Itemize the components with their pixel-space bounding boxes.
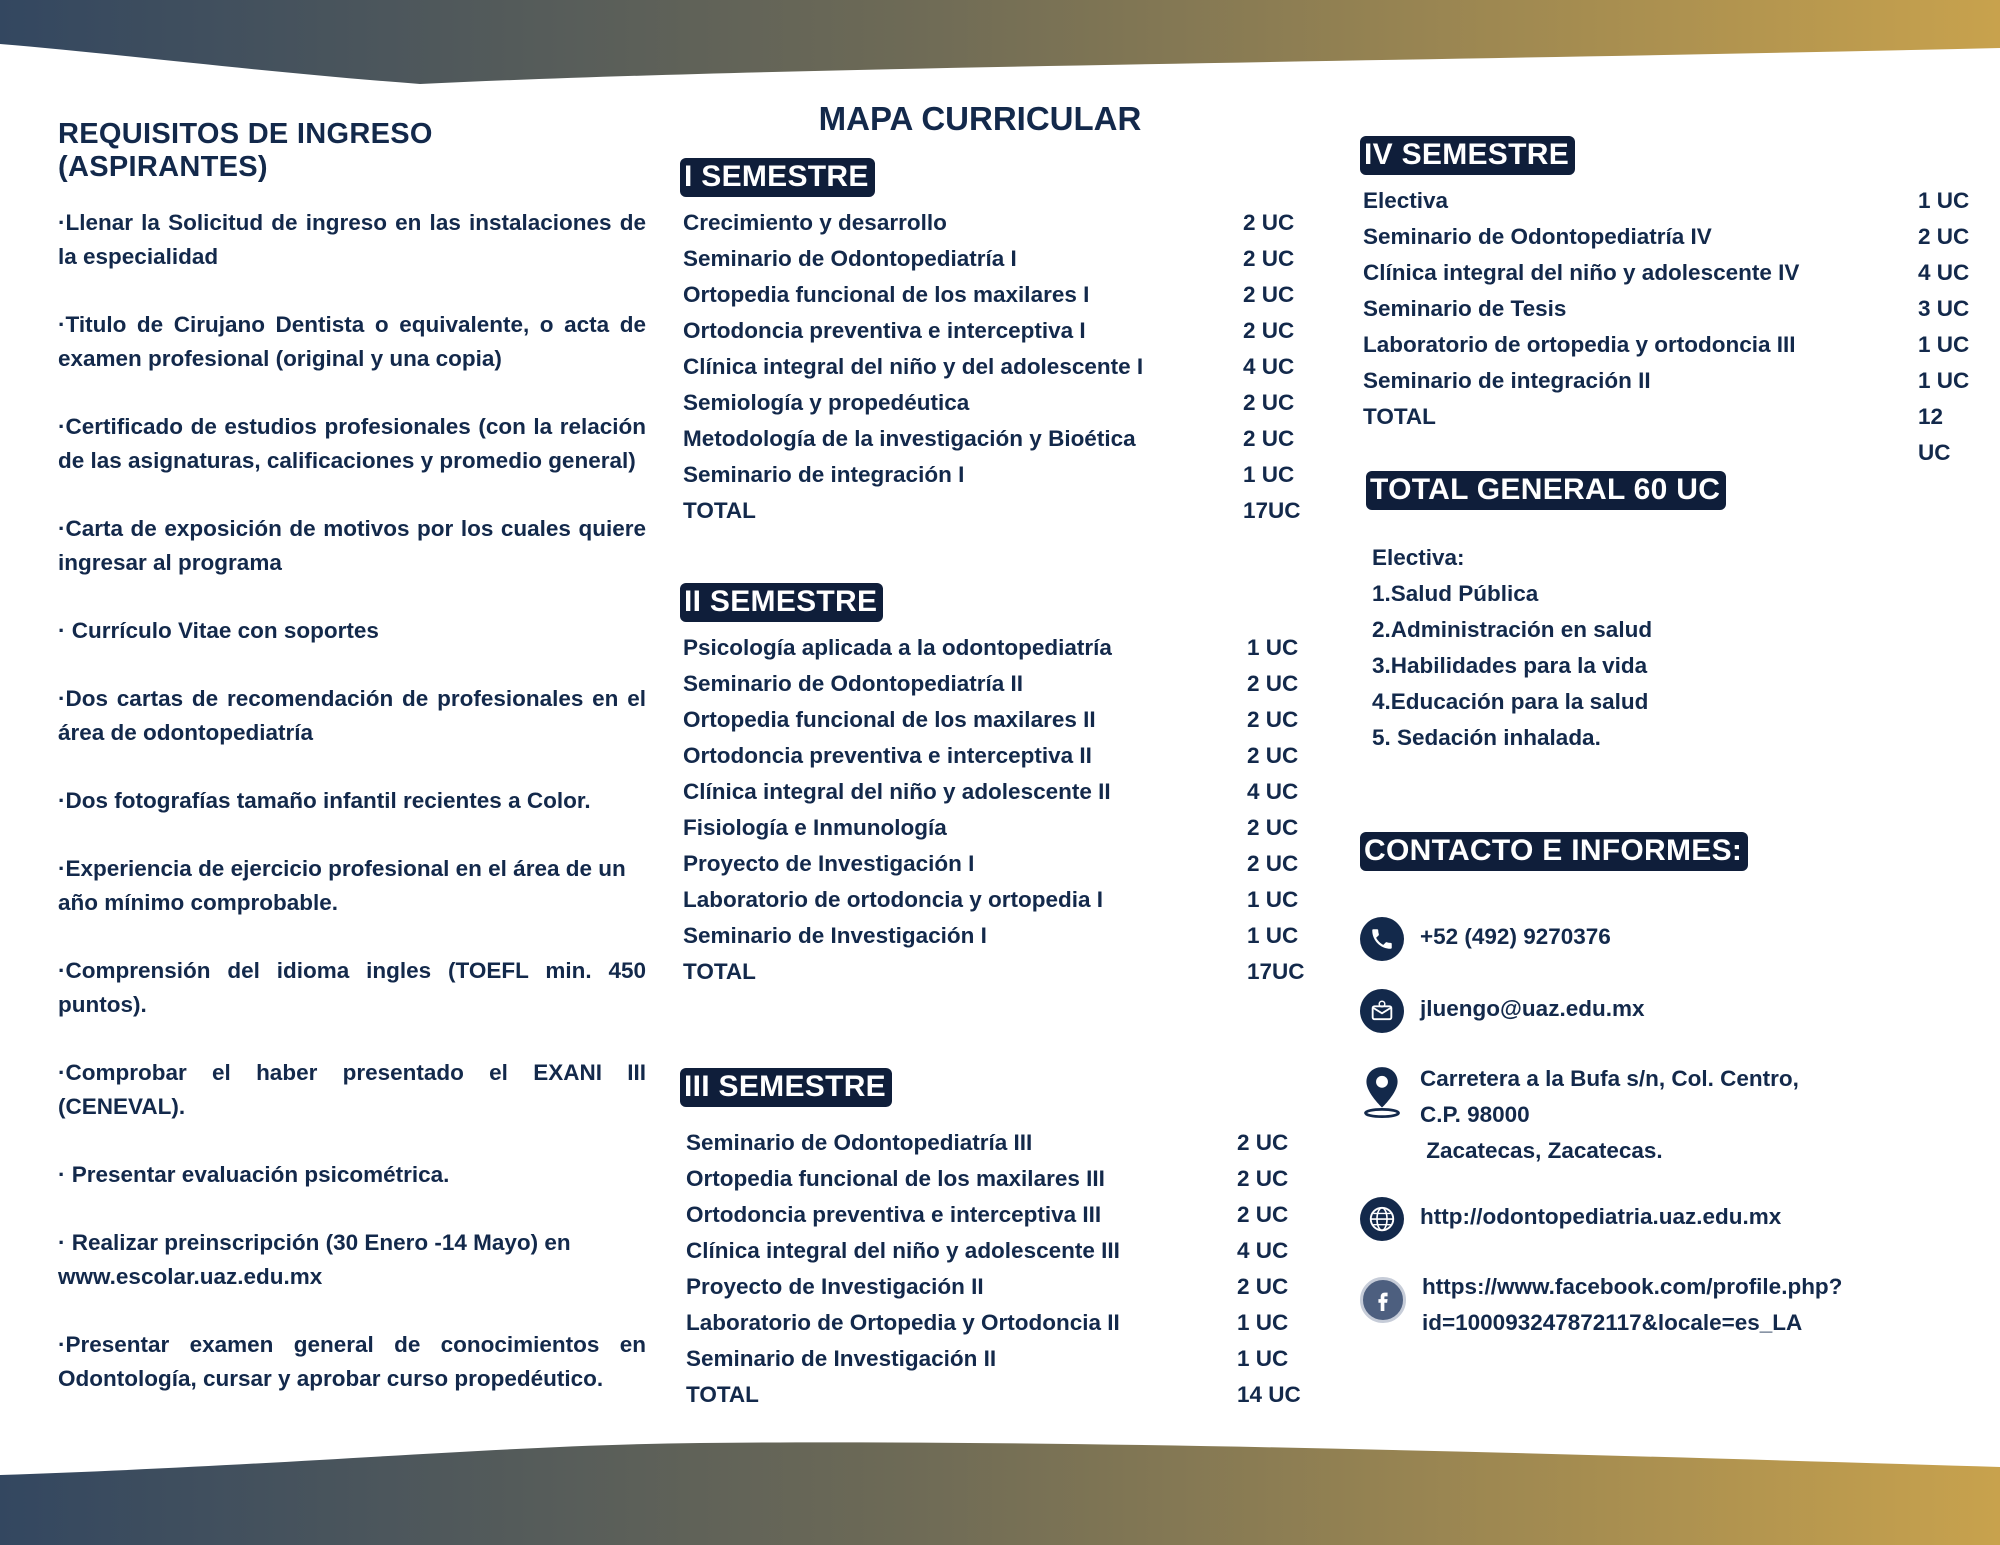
address-line-2: C.P. 98000 xyxy=(1420,1102,1530,1127)
globe-icon xyxy=(1360,1197,1404,1241)
subject-name: Seminario de integración II xyxy=(1363,368,1651,393)
mapa-curricular-column xyxy=(680,100,1305,1413)
subject-name: Seminario de Odontopediatría IV xyxy=(1363,224,1712,249)
subject-row xyxy=(683,277,1305,313)
subject-uc: 2 UC xyxy=(1247,743,1299,768)
semester-4-subjects xyxy=(1363,183,1980,465)
subject-uc: 2 UC xyxy=(1243,246,1295,271)
contact-phone[interactable] xyxy=(1360,919,1980,961)
requisito-item: · Presentar evaluación psicométrica. xyxy=(58,1162,450,1187)
subject-name: Ortopedia funcional de los maxilares III xyxy=(686,1166,1105,1191)
subject-uc: 4 UC xyxy=(1918,260,1970,285)
semester-1-label: I SEMESTRE xyxy=(680,158,875,197)
subject-name: Semiología y propedéutica xyxy=(683,390,970,415)
electiva-list xyxy=(1372,540,1980,756)
requisito-item: ·Presentar examen general de conocimientos en Odontología, cursar y aprobar curso propedéutico. xyxy=(58,1332,646,1391)
subject-name: Ortodoncia preventiva e interceptiva I xyxy=(683,318,1086,343)
subject-name: Laboratorio de ortodoncia y ortopedia I xyxy=(683,887,1104,912)
contact-list xyxy=(1360,919,1980,1341)
subject-name: Seminario de Odontopediatría I xyxy=(683,246,1017,271)
subject-row xyxy=(683,421,1305,457)
subject-name: Laboratorio de ortopedia y ortodoncia III xyxy=(1363,332,1796,357)
subject-row xyxy=(683,774,1305,810)
subject-name: Electiva xyxy=(1363,188,1449,213)
subject-row xyxy=(683,738,1305,774)
contact-email[interactable] xyxy=(1360,991,1980,1033)
subject-name: Clínica integral del niño y del adolescente I xyxy=(683,354,1144,379)
email-icon xyxy=(1360,989,1404,1033)
subject-row xyxy=(686,1269,1305,1305)
subject-uc: 14 UC xyxy=(1237,1382,1301,1407)
subject-row xyxy=(1363,291,1980,327)
subject-row xyxy=(1363,327,1980,363)
requisito-item: ·Experiencia de ejercicio profesional en el área de un año mínimo comprobable. xyxy=(58,856,626,915)
subject-row xyxy=(1363,183,1980,219)
subject-row xyxy=(683,313,1305,349)
subject-name: Clínica integral del niño y adolescente IV xyxy=(1363,260,1800,285)
subject-row xyxy=(683,349,1305,385)
subject-uc: 2 UC xyxy=(1243,210,1295,235)
subject-row xyxy=(683,810,1305,846)
subject-name: TOTAL xyxy=(686,1382,759,1407)
facebook-link xyxy=(1422,1269,1842,1341)
subject-row xyxy=(686,1341,1305,1377)
subject-name: Ortopedia funcional de los maxilares II xyxy=(683,707,1096,732)
bottom-decorative-band xyxy=(0,1435,2000,1545)
requisito-item: ·Dos cartas de recomendación de profesionales en el área de odontopediatría xyxy=(58,686,646,745)
subject-uc: 3 UC xyxy=(1918,296,1970,321)
subject-uc: 1 UC xyxy=(1237,1346,1289,1371)
subject-name: Ortodoncia preventiva e interceptiva II xyxy=(683,743,1092,768)
requisito-item: ·Carta de exposición de motivos por los cuales quiere ingresar al programa xyxy=(58,516,646,575)
requisito-item: ·Certificado de estudios profesionales (con la relación de las asignaturas, calificaciones y promedio general) xyxy=(58,414,646,473)
subject-uc: 2 UC xyxy=(1243,426,1295,451)
subject-row xyxy=(686,1125,1305,1161)
semester-4 xyxy=(1360,136,1980,465)
subject-row xyxy=(683,846,1305,882)
subject-name: TOTAL xyxy=(683,959,756,984)
subject-total-row xyxy=(686,1377,1305,1413)
subject-uc: 4 UC xyxy=(1237,1238,1289,1263)
subject-row xyxy=(686,1233,1305,1269)
subject-name: Fisiología e Inmunología xyxy=(683,815,947,840)
subject-name: Proyecto de Investigación II xyxy=(686,1274,984,1299)
subject-name: Metodología de la investigación y Bioética xyxy=(683,426,1136,451)
subject-uc: 1 UC xyxy=(1247,635,1299,660)
total-general xyxy=(1366,471,1980,510)
requisitos-title: REQUISITOS DE INGRESO (ASPIRANTES) xyxy=(58,118,433,183)
website-link: http://odontopediatria.uaz.edu.mx xyxy=(1420,1204,1782,1229)
subject-uc: 2 UC xyxy=(1918,224,1970,249)
requisito-item: ·Llenar la Solicitud de ingreso en las instalaciones de la especialidad xyxy=(58,210,646,269)
requisitos-column xyxy=(58,118,646,1430)
subject-uc: 2 UC xyxy=(1237,1166,1289,1191)
electiva-option: 4.Educación para la salud xyxy=(1372,689,1649,714)
subject-uc: 2 UC xyxy=(1247,815,1299,840)
subject-uc: 2 UC xyxy=(1237,1202,1289,1227)
subject-uc: 2 UC xyxy=(1237,1274,1289,1299)
facebook-icon xyxy=(1360,1277,1406,1323)
subject-name: Seminario de Investigación II xyxy=(686,1346,997,1371)
electiva-option: 3.Habilidades para la vida xyxy=(1372,653,1648,678)
semester-3-label: III SEMESTRE xyxy=(680,1068,892,1107)
subject-total-row xyxy=(1363,399,1980,465)
facebook-line-1: https://www.facebook.com/profile.php? xyxy=(1422,1274,1843,1299)
requisito-item: ·Comprobar el haber presentado el EXANI III (CENEVAL). xyxy=(58,1060,646,1119)
semester-1-subjects xyxy=(683,205,1305,529)
subject-uc: 4 UC xyxy=(1247,779,1299,804)
subject-total-row xyxy=(683,954,1305,990)
subject-row xyxy=(1363,219,1980,255)
phone-text: +52 (492) 9270376 xyxy=(1420,924,1611,949)
subject-row xyxy=(1363,255,1980,291)
subject-uc: 2 UC xyxy=(1243,390,1295,415)
subject-name: Seminario de Investigación I xyxy=(683,923,987,948)
subject-name: TOTAL xyxy=(683,498,756,523)
contact-facebook[interactable] xyxy=(1360,1269,1980,1341)
subject-uc: 17UC xyxy=(1243,498,1301,523)
subject-name: Seminario de integración I xyxy=(683,462,965,487)
subject-name: Clínica integral del niño y adolescente III xyxy=(686,1238,1120,1263)
top-decorative-band xyxy=(0,0,2000,90)
subject-uc: 1 UC xyxy=(1247,923,1299,948)
subject-uc: 1 UC xyxy=(1247,887,1299,912)
requisito-item: · Realizar preinscripción (30 Enero -14 Mayo) en www.escolar.uaz.edu.mx xyxy=(58,1230,571,1289)
subject-name: Laboratorio de Ortopedia y Ortodoncia II xyxy=(686,1310,1120,1335)
subject-row xyxy=(683,205,1305,241)
electiva-option: 1.Salud Pública xyxy=(1372,581,1539,606)
contact-website[interactable] xyxy=(1360,1199,1980,1241)
address-line-1: Carretera a la Bufa s/n, Col. Centro, xyxy=(1420,1066,1799,1091)
subject-uc: 1 UC xyxy=(1918,368,1970,393)
semester-2 xyxy=(680,583,1305,990)
subject-uc: 2 UC xyxy=(1247,851,1299,876)
subject-row xyxy=(686,1305,1305,1341)
semester-2-label: II SEMESTRE xyxy=(680,583,883,622)
requisito-item: ·Titulo de Cirujano Dentista o equivalente, o acta de examen profesional (original y una copia) xyxy=(58,312,646,371)
subject-row xyxy=(1363,363,1980,399)
electiva-option: 2.Administración en salud xyxy=(1372,617,1653,642)
electiva-title: Electiva: xyxy=(1372,545,1465,570)
subject-row xyxy=(683,918,1305,954)
subject-row xyxy=(686,1197,1305,1233)
subject-name: Psicología aplicada a la odontopediatría xyxy=(683,635,1112,660)
subject-row xyxy=(683,630,1305,666)
email-text: jluengo@uaz.edu.mx xyxy=(1420,996,1645,1021)
mapa-curricular-title: MAPA CURRICULAR xyxy=(818,100,1142,137)
requisito-item: ·Comprensión del idioma ingles (TOEFL min. 450 puntos). xyxy=(58,958,646,1017)
semester-1 xyxy=(680,158,1305,529)
subject-name: Crecimiento y desarrollo xyxy=(683,210,947,235)
subject-total-row xyxy=(683,493,1305,529)
subject-name: Seminario de Odontopediatría II xyxy=(683,671,1024,696)
subject-name: Clínica integral del niño y adolescente II xyxy=(683,779,1111,804)
subject-name: Seminario de Odontopediatría III xyxy=(686,1130,1033,1155)
subject-row xyxy=(683,241,1305,277)
subject-uc: 1 UC xyxy=(1918,188,1970,213)
subject-name: TOTAL xyxy=(1363,404,1436,429)
subject-uc: 2 UC xyxy=(1243,282,1295,307)
location-icon xyxy=(1360,1061,1404,1121)
subject-uc: 17UC xyxy=(1247,959,1305,984)
subject-row xyxy=(683,385,1305,421)
subject-row xyxy=(683,702,1305,738)
right-column xyxy=(1360,136,1980,1371)
subject-name: Proyecto de Investigación I xyxy=(683,851,975,876)
semester-3-subjects xyxy=(686,1125,1305,1413)
subject-row xyxy=(683,666,1305,702)
subject-uc: 12 UC xyxy=(1918,404,1951,465)
subject-name: Ortodoncia preventiva e interceptiva III xyxy=(686,1202,1102,1227)
semester-3 xyxy=(680,1068,1305,1413)
phone-icon xyxy=(1360,917,1404,961)
contacto-section xyxy=(1360,832,1980,871)
subject-row xyxy=(683,457,1305,493)
subject-name: Ortopedia funcional de los maxilares I xyxy=(683,282,1090,307)
subject-uc: 4 UC xyxy=(1243,354,1295,379)
requisito-item: · Currículo Vitae con soportes xyxy=(58,618,379,643)
contact-address xyxy=(1360,1061,1980,1169)
subject-name: Seminario de Tesis xyxy=(1363,296,1567,321)
address-text xyxy=(1420,1061,1799,1169)
subject-uc: 1 UC xyxy=(1237,1310,1289,1335)
subject-row xyxy=(683,882,1305,918)
facebook-line-2: id=100093247872117&locale=es_LA xyxy=(1422,1310,1803,1335)
address-line-3: Zacatecas, Zacatecas. xyxy=(1420,1138,1663,1163)
contacto-title: CONTACTO E INFORMES: xyxy=(1360,832,1748,871)
subject-row xyxy=(686,1161,1305,1197)
subject-uc: 1 UC xyxy=(1918,332,1970,357)
electiva-option: 5. Sedación inhalada. xyxy=(1372,725,1601,750)
subject-uc: 2 UC xyxy=(1237,1130,1289,1155)
semester-2-subjects xyxy=(683,630,1305,990)
subject-uc: 2 UC xyxy=(1247,671,1299,696)
subject-uc: 2 UC xyxy=(1243,318,1295,343)
subject-uc: 2 UC xyxy=(1247,707,1299,732)
total-general-label: TOTAL GENERAL 60 UC xyxy=(1366,471,1726,510)
semester-4-label: IV SEMESTRE xyxy=(1360,136,1575,175)
requisito-item: ·Dos fotografías tamaño infantil recientes a Color. xyxy=(58,788,591,813)
subject-uc: 1 UC xyxy=(1243,462,1295,487)
